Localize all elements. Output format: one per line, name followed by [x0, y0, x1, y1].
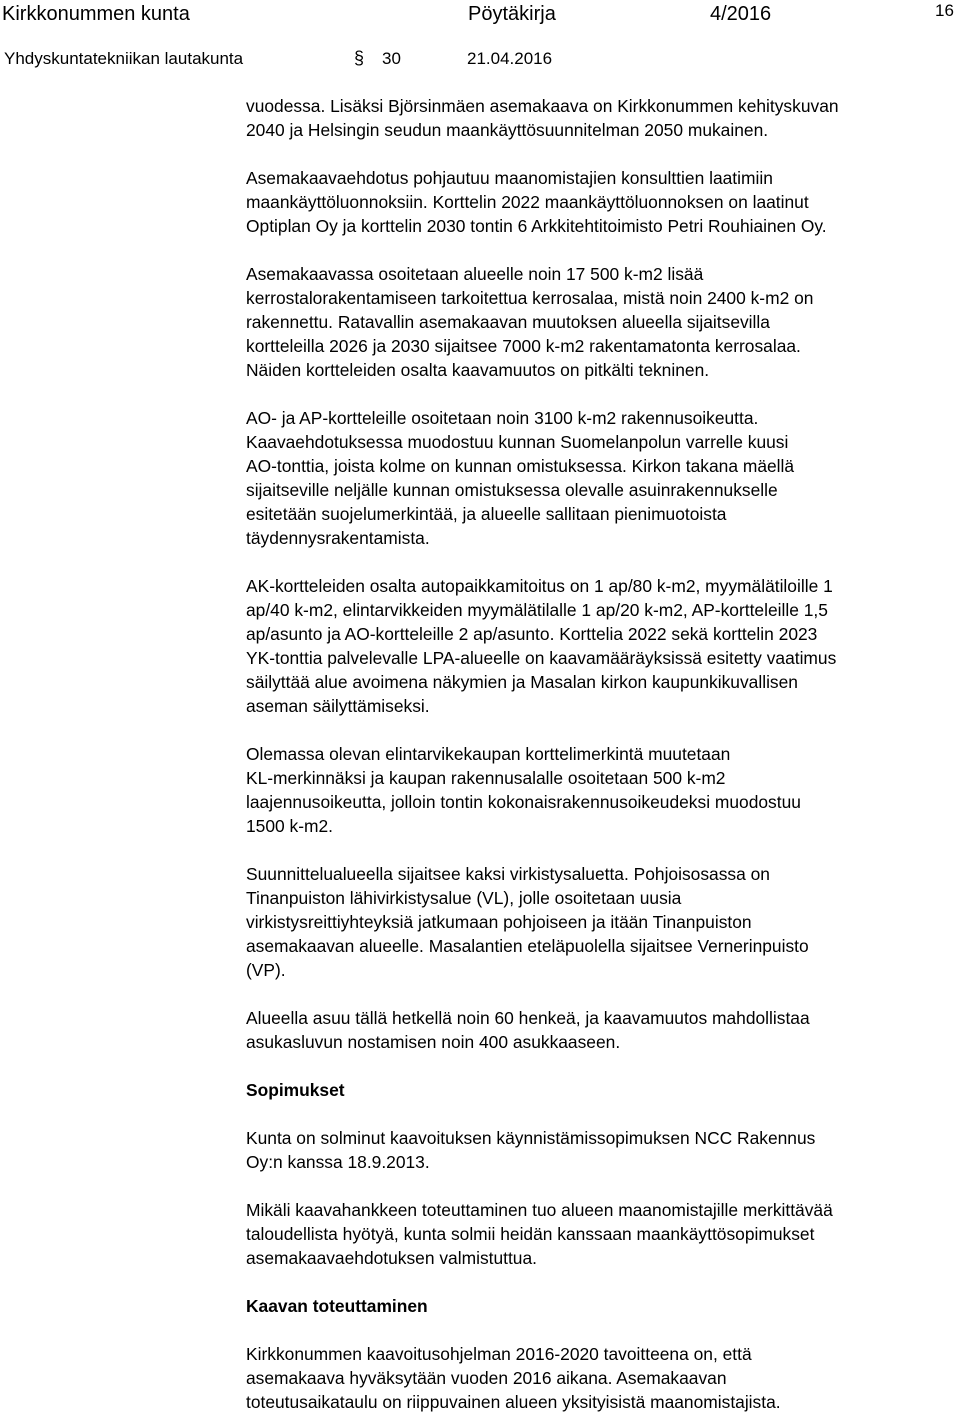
text-line: maankäyttöluonnoksiin. Korttelin 2022 maankäyttöluonnoksen on laatinut [246, 192, 809, 212]
paragraph-2 [246, 166, 958, 238]
paragraph-4 [246, 406, 958, 550]
text-line: 2040 ja Helsingin seudun maankäyttösuunnitelman 2050 mukainen. [246, 120, 769, 140]
text-line: asemakaavaehdotuksen valmistuttua. [246, 1248, 537, 1268]
paragraph-5 [246, 574, 958, 718]
text-line: kerrostalorakentamiseen tarkoitettua kerrosalaa, mistä noin 2400 k-m2 on [246, 288, 814, 308]
text-line: 1500 k-m2. [246, 816, 333, 836]
paragraph-6 [246, 742, 958, 838]
document-number: 4/2016 [710, 3, 772, 25]
paragraph-7 [246, 862, 958, 982]
document-body [246, 94, 958, 1414]
text-line: Alueella asuu tällä hetkellä noin 60 henkeä, ja kaavamuutos mahdollistaa [246, 1008, 810, 1028]
text-line: ap/40 k-m2, elintarvikkeiden myymälätilalle 1 ap/20 k-m2, AP-kortteleille 1,5 [246, 600, 828, 620]
text-line: YK-tonttia palvelevalle LPA-alueelle on kaavamääräyksissä esitetty vaatimus [246, 648, 837, 668]
paragraph-11 [246, 1342, 958, 1414]
text-line: (VP). [246, 960, 286, 980]
text-line: Kunta on solminut kaavoituksen käynnistämissopimuksen NCC Rakennus [246, 1128, 816, 1148]
text-line: KL-merkinnäksi ja kaupan rakennusalalle osoitetaan 500 k-m2 [246, 768, 726, 788]
municipality-name: Kirkkonummen kunta [2, 3, 190, 25]
section-symbol: § [354, 48, 365, 68]
document-type: Pöytäkirja [468, 3, 556, 25]
text-line: kortteleilla 2026 ja 2030 sijaitsee 7000 k-m2 rakentamatonta kerrosalaa. [246, 336, 801, 356]
text-line: Asemakaavassa osoitetaan alueelle noin 17 500 k-m2 lisää [246, 264, 704, 284]
paragraph-8 [246, 1006, 958, 1054]
text-line: Kaavaehdotuksessa muodostuu kunnan Suomelanpolun varrelle kuusi [246, 432, 789, 452]
text-line: asukasluvun nostamisen noin 400 asukkaaseen. [246, 1032, 621, 1052]
text-line: rakennettu. Ratavallin asemakaavan muutoksen alueella sijaitsevilla [246, 312, 770, 332]
text-line: vuodessa. Lisäksi Björsinmäen asemakaava on Kirkkonummen kehityskuvan [246, 96, 839, 116]
heading-sopimukset: Sopimukset [246, 1080, 345, 1100]
text-line: Oy:n kanssa 18.9.2013. [246, 1152, 430, 1172]
text-line: asemakaava hyväksytään vuoden 2016 aikana. Asemakaavan [246, 1368, 727, 1388]
text-line: asemakaavan alueelle. Masalantien eteläpuolella sijaitsee Vernerinpuisto [246, 936, 809, 956]
text-line: Optiplan Oy ja korttelin 2030 tontin 6 Arkkitehtitoimisto Petri Rouhiainen Oy. [246, 216, 827, 236]
heading-kaavan-toteuttaminen: Kaavan toteuttaminen [246, 1296, 428, 1316]
text-line: AO- ja AP-kortteleille osoitetaan noin 3100 k-m2 rakennusoikeutta. [246, 408, 759, 428]
meeting-date: 21.04.2016 [467, 49, 553, 68]
paragraph-9 [246, 1126, 958, 1174]
text-line: toteutusaikataulu on riippuvainen alueen yksityisistä maanomistajista. [246, 1392, 781, 1412]
paragraph-3 [246, 262, 958, 382]
text-line: aseman säilyttämiseksi. [246, 696, 430, 716]
paragraph-1 [246, 94, 958, 142]
text-line: Mikäli kaavahankkeen toteuttaminen tuo alueen maanomistajille merkittävää [246, 1200, 833, 1220]
text-line: säilyttää alue avoimena näkymien ja Masalan kirkon kaupunkikuvallisen [246, 672, 798, 692]
text-line: ap/asunto ja AO-kortteleille 2 ap/asunto. Korttelia 2022 sekä korttelin 2023 [246, 624, 818, 644]
text-line: Tinanpuiston lähivirkistysalue (VL), jolle osoitetaan uusia [246, 888, 682, 908]
board-name: Yhdyskuntatekniikan lautakunta [4, 49, 244, 68]
text-line: Kirkkonummen kaavoitusohjelman 2016-2020 tavoitteena on, että [246, 1344, 752, 1364]
text-line: virkistysreittiyhteyksiä jatkumaan pohjoiseen ja itään Tinanpuiston [246, 912, 752, 932]
text-line: taloudellista hyötyä, kunta solmii heidän kanssaan maankäyttösopimukset [246, 1224, 815, 1244]
text-line: laajennusoikeutta, jolloin tontin kokonaisrakennusoikeudeksi muodostuu [246, 792, 801, 812]
text-line: AK-kortteleiden osalta autopaikkamitoitus on 1 ap/80 k-m2, myymälätiloille 1 [246, 576, 833, 596]
text-line: Asemakaavaehdotus pohjautuu maanomistajien konsulttien laatimiin [246, 168, 773, 188]
text-line: täydennysrakentamista. [246, 528, 430, 548]
paragraph-10 [246, 1198, 958, 1270]
page-number: 16 [935, 1, 954, 20]
text-line: Näiden kortteleiden osalta kaavamuutos on pitkälti tekninen. [246, 360, 710, 380]
text-line: Suunnittelualueella sijaitsee kaksi virkistysaluetta. Pohjoisosassa on [246, 864, 770, 884]
text-line: Olemassa olevan elintarvikekaupan korttelimerkintä muutetaan [246, 744, 731, 764]
section-number: 30 [382, 49, 401, 68]
text-line: esitetään suojelumerkintää, ja alueelle sallitaan pienimuotoista [246, 504, 727, 524]
text-line: AO-tonttia, joista kolme on kunnan omistuksessa. Kirkon takana mäellä [246, 456, 795, 476]
text-line: sijaitseville neljälle kunnan omistuksessa olevalle asuinrakennukselle [246, 480, 778, 500]
